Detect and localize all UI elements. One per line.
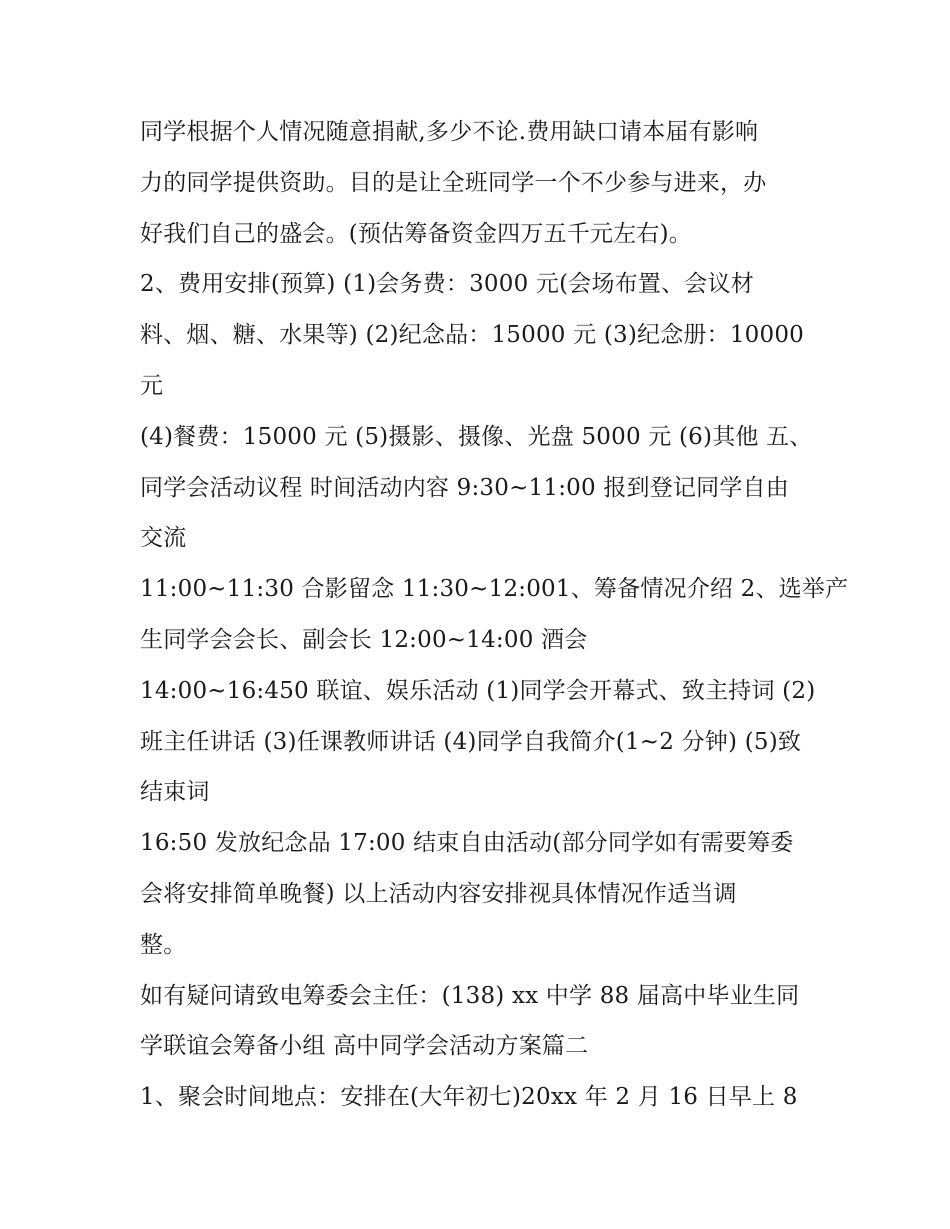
text-line: 好我们自己的盛会。(预估筹备资金四万五千元左右)。: [140, 220, 692, 247]
text-line: 2、费用安排(预算) (1)会务费：3000 元(会场布置、会议材: [140, 271, 754, 298]
text-line: 同学会活动议程 时间活动内容 9:30~11:00 报到登记同学自由: [140, 474, 789, 501]
text-line: 同学根据个人情况随意捐献,多少不论.费用缺口请本届有影响: [140, 119, 759, 145]
text-line: 14:00~16:450 联谊、娱乐活动 (1)同学会开幕式、致主持词 (2): [140, 677, 816, 704]
text-line: 结束词: [140, 779, 210, 806]
text-line: (4)餐费：15000 元 (5)摄影、摄像、光盘 5000 元 (6)其他 五、: [140, 423, 813, 450]
text-line: 班主任讲话 (3)任课教师讲话 (4)同学自我简介(1~2 分钟) (5)致: [140, 728, 802, 755]
text-line: 力的同学提供资助。目的是让全班同学一个不少参与进来，办: [140, 169, 767, 196]
text-line: 料、烟、糖、水果等) (2)纪念品：15000 元 (3)纪念册：10000: [140, 322, 804, 349]
text-line: 交流: [140, 525, 187, 552]
text-line: 生同学会会长、副会长 12:00~14:00 酒会: [140, 626, 588, 653]
document-body: [140, 107, 849, 1123]
text-line: 元: [140, 372, 164, 399]
text-line: 1、聚会时间地点：安排在(大年初七)20xx 年 2 月 16 日早上 8: [140, 1084, 798, 1111]
text-line: 学联谊会筹备小组 高中同学会活动方案篇二: [140, 1033, 589, 1060]
text-line: 16:50 发放纪念品 17:00 结束自由活动(部分同学如有需要筹委: [140, 830, 794, 857]
text-line: 如有疑问请致电筹委会主任：(138) xx 中学 88 届高中毕业生同: [140, 982, 800, 1009]
text-line: 会将安排简单晚餐) 以上活动内容安排视具体情况作适当调: [140, 880, 737, 907]
text-line: 11:00~11:30 合影留念 11:30~12:001、筹备情况介绍 2、选举产: [140, 576, 849, 603]
text-line: 整。: [140, 931, 187, 958]
